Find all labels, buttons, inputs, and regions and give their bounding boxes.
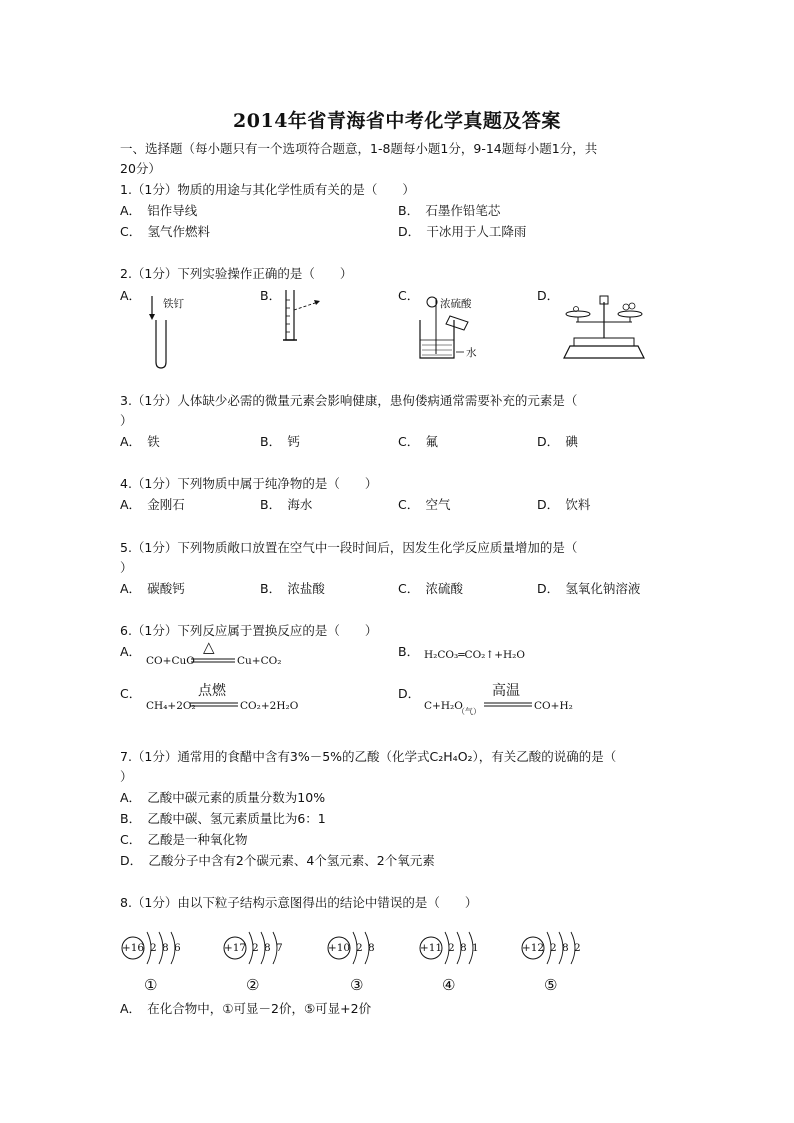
page-title: 2014年省青海省中考化学真题及答案 [233, 110, 561, 132]
atom-diagram [326, 930, 416, 996]
q3-option-d: D． 碘 [537, 434, 578, 449]
section-instructions-line2: 20分） [120, 161, 161, 176]
balance-scale-illustration [560, 292, 650, 360]
q6-option-d: D． [398, 686, 421, 701]
question-4-stem: 4.（1分）下列物质中属于纯净物的是（ ） [120, 476, 378, 491]
q6-option-a: A． [120, 644, 142, 659]
q4-option-a: A． 金刚石 [120, 497, 185, 512]
q7-option-a: A． 乙酸中碳元素的质量分数为10% [120, 790, 326, 805]
q1-option-c: C． 氢气作燃料 [120, 224, 210, 239]
q5-option-b: B． 浓盐酸 [260, 581, 325, 596]
q2-option-d: D． [537, 288, 560, 303]
q2-option-a: A． [120, 288, 142, 303]
q1-option-a: A． 铝作导线 [120, 203, 198, 218]
q6d-state: （气） [457, 707, 481, 716]
question-7-stem-line2: ） [120, 769, 133, 784]
q6c-double-bar [190, 702, 238, 708]
q2c-label-acid: 浓硫酸 [440, 298, 472, 310]
q6c-condition: 点燃 [198, 683, 226, 699]
atom-diagram [120, 930, 210, 996]
nucleus-charge: +16 [121, 942, 145, 954]
electron-counts: 2 8 2 [550, 942, 582, 954]
q5-option-d: D． 氢氧化钠溶液 [537, 581, 641, 596]
section-instructions-line1: 一、选择题（每小题只有一个选项符合题意，1-8题每小题1分，9-14题每小题1分，共 [120, 141, 598, 156]
q3-option-c: C． 氟 [398, 434, 438, 449]
electron-counts: 2 8 6 [150, 942, 182, 954]
q2c-label-water: 水 [466, 347, 477, 359]
q7-option-b: B． 乙酸中碳、氢元素质量比为6：1 [120, 811, 326, 826]
q8-option-a: A． 在化合物中，①可显－2价，⑤可显+2价 [120, 1001, 372, 1016]
q1-option-b: B． 石墨作铅笔芯 [398, 203, 501, 218]
atom-label: ③ [350, 976, 364, 994]
graduated-cylinder-illustration [280, 288, 350, 348]
atom-diagram [418, 930, 508, 996]
q2-option-b: B． [260, 288, 282, 303]
question-1-stem: 1.（1分）物质的用途与其化学性质有关的是（ ） [120, 182, 415, 197]
question-6-stem: 6.（1分）下列反应属于置换反应的是（ ） [120, 623, 378, 638]
atom-label: ② [246, 976, 260, 994]
q6c-products: CO₂+2H₂O [240, 700, 299, 712]
q6a-condition: △ [203, 638, 215, 656]
q4-option-c: C． 空气 [398, 497, 451, 512]
question-5-stem-line1: 5.（1分）下列物质敞口放置在空气中一段时间后，因发生化学反应质量增加的是（ [120, 540, 578, 555]
q1-option-d: D． 干冰用于人工降雨 [398, 224, 527, 239]
atom-label: ⑤ [544, 976, 558, 994]
nucleus-charge: +11 [419, 942, 443, 954]
q7-option-c: C． 乙酸是一种氧化物 [120, 832, 248, 847]
question-3-stem-line2: ） [120, 413, 133, 428]
q6a-double-bar [191, 658, 235, 664]
q5-option-a: A． 碳酸钙 [120, 581, 185, 596]
q4-option-d: D． 饮料 [537, 497, 591, 512]
q6b-equation: H₂CO₃═CO₂↑+H₂O [424, 649, 525, 661]
electron-counts: 2 8 7 [252, 942, 284, 954]
q3-option-b: B． 钙 [260, 434, 300, 449]
q6-option-b: B． [398, 644, 420, 659]
q4-option-b: B． 海水 [260, 497, 313, 512]
question-2-stem: 2.（1分）下列实验操作正确的是（ ） [120, 266, 353, 281]
nucleus-charge: +12 [521, 942, 545, 954]
q3-option-a: A． 铁 [120, 434, 160, 449]
q6a-reactants: CO+CuO [146, 655, 195, 667]
q6c-reactants: CH₄+2O₂ [146, 700, 196, 712]
electron-counts: 2 8 [356, 942, 376, 954]
q6-option-c: C． [120, 686, 142, 701]
electron-counts: 2 8 1 [448, 942, 480, 954]
q6d-condition: 高温 [492, 683, 520, 699]
q6d-double-bar [484, 702, 532, 708]
q5-option-c: C． 浓硫酸 [398, 581, 463, 596]
atom-label: ① [144, 976, 158, 994]
atom-diagram [222, 930, 312, 996]
q2-option-c: C． [398, 288, 420, 303]
q6d-products: CO+H₂ [534, 700, 573, 712]
q6a-products: Cu+CO₂ [237, 655, 282, 667]
atom-label: ④ [442, 976, 456, 994]
atom-diagram [520, 930, 610, 996]
nucleus-charge: +17 [223, 942, 247, 954]
nucleus-charge: +10 [327, 942, 351, 954]
q2a-label-nail: 铁钉 [163, 298, 184, 310]
q6d-reactants: C+H₂O [424, 700, 463, 712]
question-5-stem-line2: ） [120, 560, 133, 575]
question-7-stem-line1: 7.（1分）通常用的食醋中含有3%－5%的乙酸（化学式C₂H₄O₂），有关乙酸的说确的是（ [120, 749, 617, 764]
question-3-stem-line1: 3.（1分）人体缺少必需的微量元素会影响健康，患佝偻病通常需要补充的元素是（ [120, 393, 578, 408]
q7-option-d: D． 乙酸分子中含有2个碳元素、4个氢元素、2个氧元素 [120, 853, 435, 868]
question-8-stem: 8.（1分）由以下粒子结构示意图得出的结论中错误的是（ ） [120, 895, 478, 910]
